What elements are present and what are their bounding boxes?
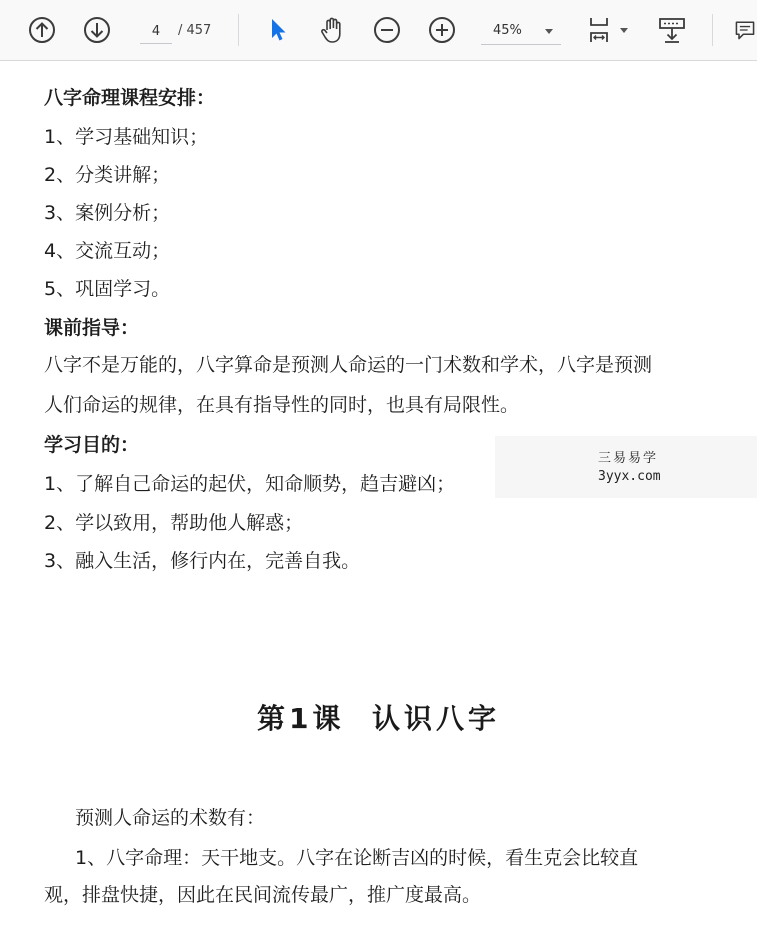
page-fit-button[interactable] <box>584 14 616 46</box>
watermark-url: 3yyx.com <box>598 469 661 484</box>
watermark-box <box>495 436 757 498</box>
arrow-down-circle-icon <box>83 16 111 44</box>
chapter-title: 第1课 认识八字 <box>257 702 500 735</box>
zoom-in-button[interactable] <box>426 14 458 46</box>
next-page-button[interactable] <box>81 14 113 46</box>
section-heading-goals: 学习目的： <box>44 434 140 456</box>
hand-tool-icon <box>318 15 348 45</box>
paragraph-line: 1、八字命理：天干地支。八字在论断吉凶的时候，看生克会比较直 <box>75 847 639 869</box>
list-item: 2、分类讲解； <box>44 164 171 186</box>
download-button[interactable] <box>656 14 688 46</box>
list-item: 5、巩固学习。 <box>44 278 171 300</box>
section-heading-course-plan: 八字命理课程安排： <box>44 87 216 109</box>
paragraph-line: 观，排盘快捷，因此在民间流传最广，推广度最高。 <box>44 884 482 906</box>
list-item: 4、交流互动； <box>44 240 171 262</box>
paragraph-line: 预测人命运的术数有： <box>75 807 266 829</box>
comment-button[interactable] <box>733 14 757 46</box>
watermark-text: 三易易学 <box>598 451 659 466</box>
list-item: 3、融入生活，修行内在，完善自我。 <box>44 550 361 572</box>
download-icon <box>657 15 687 45</box>
page-total-label: / 457 <box>178 23 212 38</box>
paragraph-line: 人们命运的规律，在具有指导性的同时，也具有局限性。 <box>44 394 520 416</box>
hand-tool-button[interactable] <box>317 14 349 46</box>
zoom-out-icon <box>373 16 401 44</box>
zoom-in-icon <box>428 16 456 44</box>
previous-page-button[interactable] <box>26 14 58 46</box>
list-item: 1、学习基础知识； <box>44 126 209 148</box>
paragraph-line: 八字不是万能的，八字算命是预测人命运的一门术数和学术，八字是预测 <box>44 354 653 376</box>
select-cursor-icon <box>266 16 290 44</box>
list-item: 2、学以致用，帮助他人解惑； <box>44 512 304 534</box>
section-heading-guidance: 课前指导： <box>44 317 140 339</box>
zoom-level-select[interactable] <box>481 18 561 45</box>
arrow-up-circle-icon <box>28 16 56 44</box>
select-tool-button[interactable] <box>262 14 294 46</box>
chevron-down-icon <box>545 29 553 34</box>
zoom-out-button[interactable] <box>371 14 403 46</box>
pdf-page <box>0 61 757 935</box>
page-fit-chevron-icon[interactable] <box>620 28 628 33</box>
pdf-toolbar <box>0 0 757 61</box>
page-number-input[interactable] <box>140 19 172 44</box>
zoom-level-value: 45% <box>493 23 522 38</box>
toolbar-divider <box>238 14 239 46</box>
toolbar-divider <box>712 14 713 46</box>
list-item: 3、案例分析； <box>44 202 171 224</box>
page-fit-icon <box>585 15 615 45</box>
comment-icon <box>733 16 757 44</box>
list-item: 1、了解自己命运的起伏，知命顺势，趋吉避凶； <box>44 473 456 495</box>
